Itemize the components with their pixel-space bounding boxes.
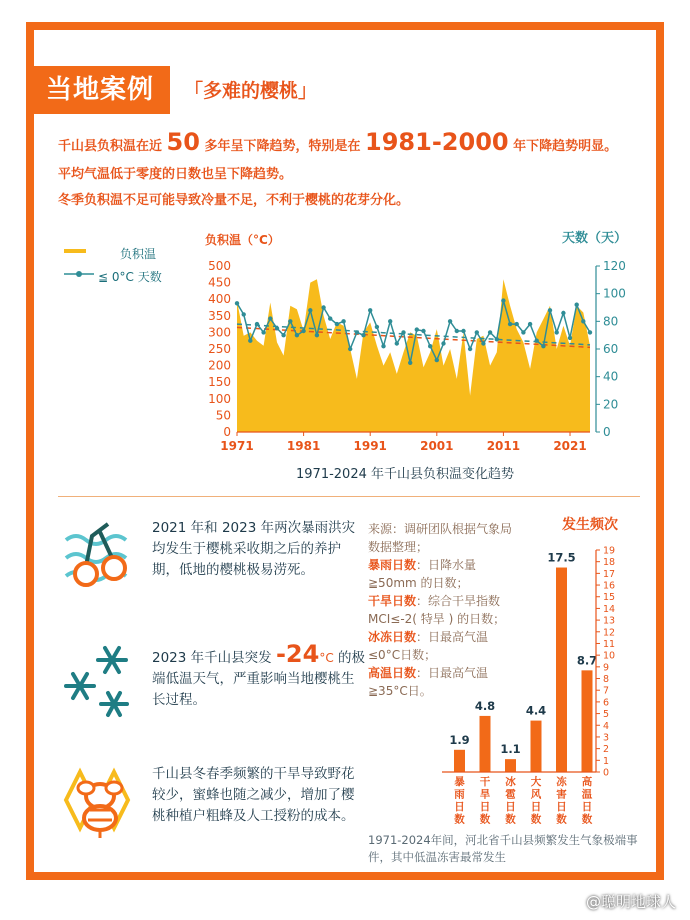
intro-text: 千山县负积温在近 bbox=[58, 139, 163, 154]
days-point bbox=[288, 319, 292, 323]
bar-series bbox=[449, 551, 597, 826]
y-tick-label: 250 bbox=[208, 342, 231, 356]
negative-temperature-chart bbox=[195, 228, 635, 490]
def-drought: ：综合干旱指数 MCI≤-2( 特旱 ) 的日数； bbox=[368, 594, 506, 626]
legend-line-label: ≦ 0°C 天数 bbox=[98, 270, 162, 284]
days-point bbox=[461, 329, 465, 333]
area-fill bbox=[237, 279, 590, 432]
y-tick-label: 450 bbox=[208, 275, 231, 290]
days-point bbox=[515, 322, 519, 326]
y2-tick-label: 100 bbox=[603, 286, 626, 301]
intro-years-number: 50 bbox=[166, 128, 200, 156]
category-label-char: 数 bbox=[530, 813, 542, 826]
category-label-char: 日 bbox=[556, 801, 567, 813]
days-point bbox=[235, 301, 239, 305]
y2-tick-label: 0 bbox=[603, 425, 611, 439]
days-point bbox=[361, 333, 365, 337]
bar-y-tick-label: 2 bbox=[603, 744, 610, 756]
bar-y-tick-label: 9 bbox=[603, 662, 610, 674]
category-label-char: 雹 bbox=[505, 788, 516, 801]
legend-area-label: 负积温 bbox=[120, 247, 157, 261]
bar-value-label: 1.1 bbox=[500, 742, 521, 757]
y2-tick-label: 60 bbox=[603, 342, 619, 356]
bar-y-tick-label: 11 bbox=[603, 638, 616, 650]
days-point bbox=[375, 325, 379, 329]
days-point bbox=[455, 329, 459, 333]
bar-y-tick-label: 18 bbox=[603, 557, 616, 569]
days-point bbox=[381, 344, 385, 348]
area-series bbox=[237, 279, 590, 432]
intro-year-range: 1981-2000 bbox=[365, 128, 509, 156]
days-point bbox=[481, 341, 485, 345]
bar-value-label: 17.5 bbox=[547, 550, 576, 565]
days-point bbox=[315, 333, 319, 337]
def-freeze-term: 冰冻日数 bbox=[368, 630, 417, 644]
category-label-char: 旱 bbox=[479, 788, 491, 801]
category-label-char: 温 bbox=[581, 788, 593, 801]
bar bbox=[505, 759, 516, 772]
y2-tick-label: 80 bbox=[603, 314, 619, 329]
bar-value-label: 4.4 bbox=[525, 703, 547, 718]
bar-y-tick-label: 0 bbox=[603, 767, 610, 779]
days-point bbox=[261, 330, 265, 334]
category-label-char: 暴 bbox=[454, 776, 465, 788]
days-point bbox=[281, 333, 285, 337]
bar-value-label: 8.7 bbox=[576, 653, 598, 668]
days-point bbox=[555, 330, 559, 334]
days-point bbox=[475, 330, 479, 334]
x-tick-label: 1971 bbox=[220, 439, 254, 453]
category-label-char: 数 bbox=[505, 813, 516, 826]
y2-axis-label: 天数（天） bbox=[561, 231, 627, 246]
intro-line-2: 平均气温低于零度的日数也呈下降趋势。 bbox=[58, 167, 293, 182]
impact-cold-text-post: 的极端低温天气，严重影响当地樱桃生长过程。 bbox=[152, 650, 365, 708]
bar-y-tick-label: 15 bbox=[603, 592, 616, 604]
def-freeze: ：日最高气温≤0°C日数； bbox=[368, 630, 489, 662]
category-label-char: 日 bbox=[505, 801, 516, 813]
days-point bbox=[368, 308, 372, 312]
days-point bbox=[248, 339, 252, 343]
source-intro: 来源：调研团队根据气象局数据整理； bbox=[368, 522, 513, 554]
bar-y-tick-label: 13 bbox=[603, 615, 616, 627]
days-point bbox=[548, 308, 552, 312]
days-point bbox=[341, 319, 345, 323]
bar bbox=[556, 568, 567, 772]
days-point bbox=[401, 330, 405, 334]
bar bbox=[582, 670, 593, 772]
category-label-char: 风 bbox=[530, 788, 542, 801]
days-point bbox=[581, 319, 585, 323]
category-label-char: 日 bbox=[581, 801, 593, 813]
bar-y-tick-label: 16 bbox=[603, 580, 616, 592]
x-tick-label: 2011 bbox=[486, 439, 521, 453]
days-point bbox=[255, 322, 259, 326]
days-point bbox=[428, 344, 432, 348]
days-point bbox=[441, 341, 445, 345]
days-point bbox=[335, 322, 339, 326]
y-tick-label: 200 bbox=[208, 358, 231, 373]
y-tick-label: 350 bbox=[208, 308, 231, 323]
chart-title: 1971-2024 年千山县负积温变化趋势 bbox=[296, 467, 514, 482]
days-point bbox=[435, 358, 439, 362]
days-point bbox=[528, 322, 532, 326]
intro-line-1 bbox=[58, 128, 617, 156]
x-tick-label: 2001 bbox=[420, 439, 454, 453]
days-point bbox=[448, 319, 452, 323]
impact-flood-text: 2021 年和 2023 年两次暴雨洪灾均发生于樱桃采收期之后的养护期，低地的樱桃极易涝死。 bbox=[152, 520, 356, 578]
days-point bbox=[348, 347, 352, 351]
case-subtitle: 「多难的樱桃」 bbox=[184, 80, 318, 102]
y2-tick-label: 20 bbox=[603, 397, 619, 412]
y-tick-label: 0 bbox=[223, 425, 231, 439]
intro-line-3: 冬季负积温不足可能导致冷量不足，不利于樱桃的花芽分化。 bbox=[58, 193, 410, 208]
bar bbox=[454, 750, 465, 772]
bar-y-tick-label: 4 bbox=[603, 720, 610, 732]
days-point bbox=[242, 312, 246, 316]
bar-y-tick-label: 19 bbox=[603, 545, 616, 557]
days-point bbox=[328, 316, 332, 320]
days-point bbox=[568, 336, 572, 340]
days-point bbox=[541, 344, 545, 348]
category-label-char: 数 bbox=[454, 813, 465, 826]
intro-text: 年下降趋势明显。 bbox=[513, 139, 618, 154]
bee-icon bbox=[60, 760, 140, 840]
category-label-char: 数 bbox=[479, 813, 491, 826]
days-point bbox=[588, 330, 592, 334]
def-heat: ：日最高气温≧35°C日。 bbox=[368, 666, 489, 698]
bar-y-tick-label: 12 bbox=[603, 627, 616, 639]
bar-y-tick-label: 17 bbox=[603, 568, 616, 580]
frequency-bar-chart bbox=[440, 538, 640, 828]
section-divider bbox=[58, 496, 640, 497]
x-tick-label: 2021 bbox=[553, 439, 587, 453]
bar-value-label: 1.9 bbox=[449, 732, 470, 747]
impact-cold-unit: °C bbox=[319, 651, 334, 665]
frequency-title: 发生频次 bbox=[562, 517, 618, 533]
y-tick-label: 500 bbox=[208, 259, 231, 273]
bar-y-tick-label: 7 bbox=[603, 685, 610, 697]
days-point bbox=[295, 333, 299, 337]
days-point bbox=[408, 361, 412, 365]
days-point bbox=[268, 316, 272, 320]
def-rainstorm: ：日降水量≧50mm 的日数； bbox=[368, 558, 477, 590]
category-label-char: 日 bbox=[454, 801, 465, 813]
days-point bbox=[388, 319, 392, 323]
y-tick-label: 50 bbox=[215, 408, 231, 423]
days-point bbox=[561, 311, 565, 315]
chart-footnote: 1971-2024年间，河北省千山县频繁发生气象极端事件，其中低温冻害最常发生 bbox=[368, 833, 638, 864]
impact-cold-text bbox=[152, 640, 367, 711]
bar-y-tick-label: 6 bbox=[603, 697, 610, 709]
category-label-char: 日 bbox=[530, 801, 542, 813]
category-label-char: 冰 bbox=[505, 776, 516, 788]
category-label-char: 干 bbox=[479, 776, 491, 788]
days-point bbox=[535, 339, 539, 343]
bar bbox=[480, 716, 491, 772]
category-label-char: 雨 bbox=[454, 788, 465, 801]
category-label-char: 数 bbox=[556, 813, 567, 826]
days-point bbox=[468, 347, 472, 351]
impact-cold-text-pre: 2023 年千山县突发 bbox=[152, 650, 272, 666]
category-label-char: 高 bbox=[581, 776, 593, 788]
intro-text: 多年呈下降趋势，特别是在 bbox=[204, 139, 361, 154]
days-point bbox=[575, 303, 579, 307]
days-point bbox=[495, 337, 499, 341]
bar-y-tick-label: 5 bbox=[603, 709, 610, 721]
def-rainstorm-term: 暴雨日数 bbox=[368, 558, 417, 572]
def-heat-term: 高温日数 bbox=[368, 666, 417, 680]
category-label-char: 冻 bbox=[556, 776, 567, 788]
category-label-char: 数 bbox=[581, 813, 593, 826]
days-point bbox=[508, 322, 512, 326]
category-label-char: 日 bbox=[479, 801, 491, 813]
watermark: @聪明地球人 bbox=[585, 893, 676, 911]
legend-line-marker bbox=[76, 271, 82, 277]
days-point bbox=[521, 330, 525, 334]
days-point bbox=[275, 326, 279, 330]
snowflake-icon bbox=[62, 642, 138, 718]
impact-cold-value: -24 bbox=[275, 640, 320, 668]
y2-tick-label: 120 bbox=[603, 259, 626, 273]
x-tick-label: 1991 bbox=[353, 439, 387, 453]
days-point bbox=[421, 329, 425, 333]
days-point bbox=[488, 330, 492, 334]
bar-y-tick-label: 8 bbox=[603, 674, 610, 686]
def-drought-term: 干旱日数 bbox=[368, 594, 417, 608]
case-badge: 当地案例 bbox=[30, 66, 170, 114]
bar-value-label: 4.8 bbox=[474, 698, 496, 713]
category-label-char: 大 bbox=[530, 776, 542, 788]
category-label-char: 害 bbox=[556, 788, 567, 801]
days-point bbox=[301, 329, 305, 333]
bar bbox=[531, 721, 542, 772]
bar-y-tick-label: 10 bbox=[603, 650, 616, 662]
y-tick-label: 150 bbox=[208, 375, 231, 390]
impact-drought-text: 千山县冬春季频繁的干旱导致野花较少，蜜蜂也随之减少，增加了樱桃种植户粗蜂及人工授粉的成本。 bbox=[152, 766, 355, 824]
bar-y-tick-label: 1 bbox=[603, 755, 610, 767]
cherry-flood-icon bbox=[62, 518, 136, 592]
days-point bbox=[395, 341, 399, 345]
days-point bbox=[355, 330, 359, 334]
bar-y-tick-label: 14 bbox=[603, 603, 616, 615]
days-point bbox=[501, 298, 505, 302]
days-point bbox=[321, 305, 325, 309]
days-point bbox=[415, 327, 419, 331]
days-point bbox=[308, 308, 312, 312]
y2-tick-label: 40 bbox=[603, 369, 619, 384]
x-tick-label: 1981 bbox=[286, 439, 321, 453]
y-tick-label: 400 bbox=[208, 292, 231, 307]
bar-y-tick-label: 3 bbox=[603, 732, 610, 744]
y-tick-label: 300 bbox=[208, 325, 231, 340]
y-axis-label: 负积温（°C） bbox=[205, 233, 280, 247]
y-tick-label: 100 bbox=[208, 391, 231, 406]
